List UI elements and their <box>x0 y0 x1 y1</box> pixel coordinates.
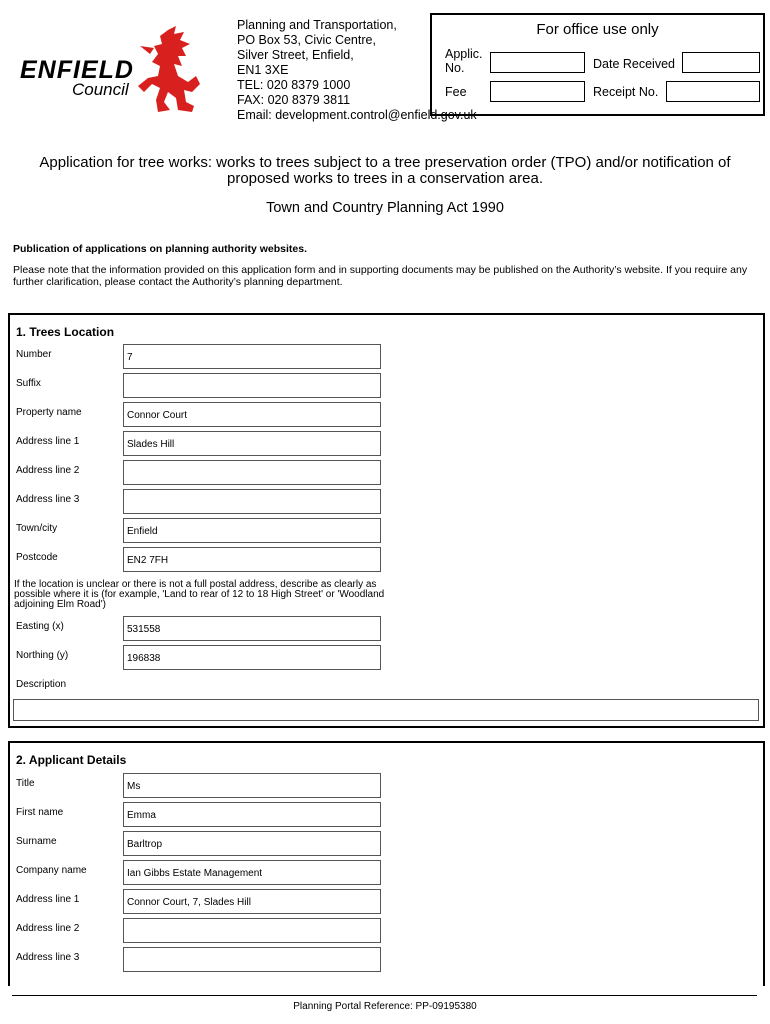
fee-field[interactable] <box>490 81 585 102</box>
town-city-field[interactable]: Enfield <box>123 518 381 543</box>
fee-label: Fee <box>445 85 467 99</box>
date-received-field[interactable] <box>682 52 760 73</box>
council-address <box>237 18 397 108</box>
first-name-field[interactable]: Emma <box>123 802 381 827</box>
address-line-2-field[interactable] <box>123 460 381 485</box>
northing-field[interactable]: 196838 <box>123 645 381 670</box>
description-field[interactable] <box>13 699 759 721</box>
postcode-field[interactable]: EN2 7FH <box>123 547 381 572</box>
address-line: TEL: 020 8379 1000 <box>237 78 351 92</box>
form-title-line: proposed works to trees in a conservation area. <box>226 170 543 187</box>
form-title-line: Application for tree works: works to trees subject to a tree preservation order (TPO) and/or notification of <box>39 154 731 171</box>
date-received-label: Date Received <box>593 57 675 71</box>
office-use-title: For office use only <box>536 21 659 38</box>
address-line: Planning and Transportation, <box>237 18 397 32</box>
field-label: Address line 3 <box>16 494 80 505</box>
title-field[interactable]: Ms <box>123 773 381 798</box>
field-label: Postcode <box>16 552 58 563</box>
office-use-box <box>430 13 765 116</box>
applicant-address-line-1-field[interactable]: Connor Court, 7, Slades Hill <box>123 889 381 914</box>
enfield-logo-subtext: Council <box>72 80 129 99</box>
field-label: Number <box>16 349 52 360</box>
address-line: PO Box 53, Civic Centre, <box>237 33 376 47</box>
field-label: First name <box>16 807 64 818</box>
act-subtitle: Town and Country Planning Act 1990 <box>266 200 504 216</box>
applic-no-field[interactable] <box>490 52 585 73</box>
section-trees-location <box>8 313 765 728</box>
field-label: Surname <box>16 836 57 847</box>
footer-divider <box>12 995 757 996</box>
council-email: Email: development.control@enfield.gov.uk <box>237 108 477 122</box>
section-title: 2. Applicant Details <box>16 753 127 767</box>
address-line: FAX: 020 8379 3811 <box>237 93 351 107</box>
field-label: Title <box>16 778 35 789</box>
publication-heading: Publication of applications on planning authority websites. <box>13 243 308 255</box>
address-line-3-field[interactable] <box>123 489 381 514</box>
field-label: Description <box>16 679 67 690</box>
number-field[interactable]: 7 <box>123 344 381 369</box>
field-label: Suffix <box>16 378 41 389</box>
form-title <box>0 155 770 187</box>
field-label: Address line 1 <box>16 894 80 905</box>
location-note: If the location is unclear or there is not a full postal address, describe as clearly as possible where it is (for example, 'Land to rear of 12 to 18 High Street' or 'Woodland adjoining Elm Road') <box>14 579 385 610</box>
field-label: Address line 2 <box>16 465 80 476</box>
address-line: EN1 3XE <box>237 63 289 77</box>
field-label: Property name <box>16 407 82 418</box>
easting-field[interactable]: 531558 <box>123 616 381 641</box>
receipt-no-label: Receipt No. <box>593 85 659 99</box>
property-name-field[interactable]: Connor Court <box>123 402 381 427</box>
section-title: 1. Trees Location <box>16 325 115 339</box>
applic-label-line: No. <box>445 61 465 75</box>
field-label: Easting (x) <box>16 621 64 632</box>
field-label: Town/city <box>16 523 58 534</box>
receipt-no-field[interactable] <box>666 81 760 102</box>
surname-field[interactable]: Barltrop <box>123 831 381 856</box>
field-label: Northing (y) <box>16 650 69 661</box>
enfield-logo-text: ENFIELD <box>20 56 134 84</box>
field-label: Address line 1 <box>16 436 80 447</box>
enfield-beast-logo-icon <box>138 26 204 112</box>
company-name-field[interactable]: Ian Gibbs Estate Management <box>123 860 381 885</box>
suffix-field[interactable] <box>123 373 381 398</box>
applic-label-line: Applic. <box>445 47 483 61</box>
section-applicant-details <box>8 741 765 986</box>
publication-text: Please note that the information provided on this application form and in supporting documents may be published on the Authority’s website. If you require any further clarification, please contact the Authority’s planning department. <box>13 264 748 288</box>
planning-portal-reference: Planning Portal Reference: PP-09195380 <box>293 1001 477 1012</box>
applicant-address-line-2-field[interactable] <box>123 918 381 943</box>
field-label: Company name <box>16 865 87 876</box>
applicant-address-line-3-field[interactable] <box>123 947 381 972</box>
field-label: Address line 3 <box>16 952 80 963</box>
address-line-1-field[interactable]: Slades Hill <box>123 431 381 456</box>
field-label: Address line 2 <box>16 923 80 934</box>
applic-no-label <box>445 47 483 75</box>
address-line: Silver Street, Enfield, <box>237 48 354 62</box>
